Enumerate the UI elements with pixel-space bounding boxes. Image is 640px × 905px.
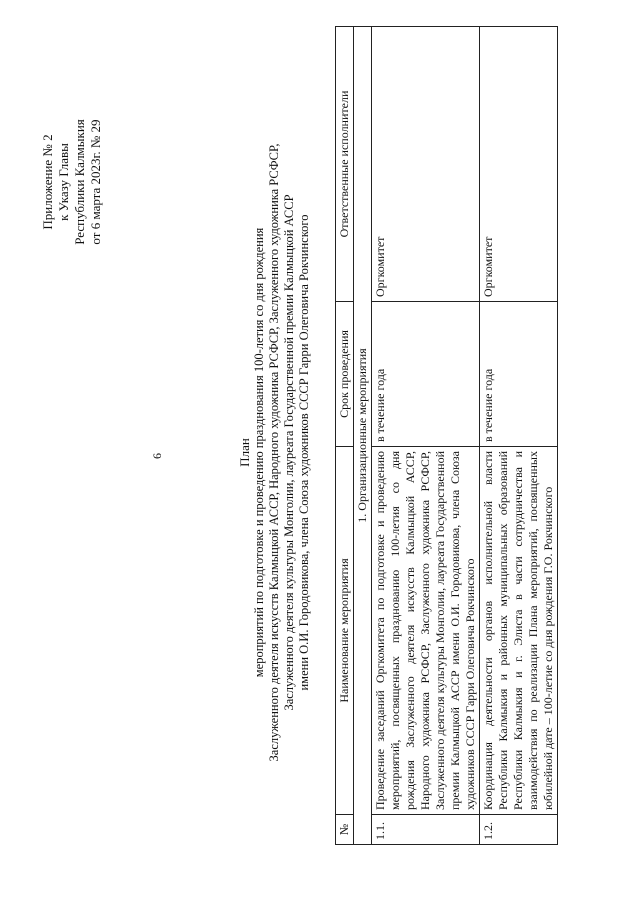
- plan-heading: [237, 80, 312, 825]
- row-term: в течение года: [372, 302, 480, 447]
- column-header-num: №: [336, 815, 354, 845]
- plan-title: План: [237, 438, 252, 467]
- row-event-name: Проведение заседаний Оргкомитета по подготовке и проведению мероприятий, посвященных празднованию 100-летия со дня рождения Заслуженного деятеля искусств Калмыцкой АССР, Народного художника РСФСР, Заслуженного художника РСФСР, Заслуженного деятеля культуры Монголии, лауреата Государственной премии Калмыцкой АССР имени О.И. Городовикова, члена Союза художников СССР Гарри Олеговича Рокчинского: [372, 447, 480, 815]
- table-row: [480, 27, 558, 845]
- appendix-decree-ref: к Указу Главы: [56, 143, 71, 221]
- column-header-responsible: Ответственные исполнители: [336, 27, 354, 302]
- plan-subtitle-line: Заслуженного деятеля искусств Калмыцкой АССР, Народного художника РСФСР, Заслуженного художника РСФСР,: [267, 143, 281, 762]
- column-header-name: Наименование мероприятия: [336, 447, 354, 815]
- plan-subtitle-line: Заслуженного деятеля культуры Монголии, лауреата Государственной премии Калмыцкой АССР: [282, 194, 296, 711]
- section-row: [354, 27, 372, 845]
- plan-subtitle-line: мероприятий по подготовке и проведению празднования 100-летия со дня рождения: [252, 227, 266, 678]
- column-header-term: Срок проведения: [336, 302, 354, 447]
- appendix-republic: Республики Калмыкия: [72, 119, 87, 245]
- appendix-header: [40, 67, 104, 297]
- row-responsible: Оргкомитет: [372, 27, 480, 302]
- plan-table: [335, 26, 558, 845]
- appendix-date-number: от 6 марта 2023г. № 29: [88, 119, 103, 245]
- page-number: 6: [150, 453, 164, 459]
- plan-subtitle-line: имени О.И. Городовикова, члена Союза художников СССР Гарри Олеговича Рокчинского: [297, 214, 311, 691]
- row-responsible: Оргкомитет: [480, 27, 558, 302]
- row-number: 1.2.: [480, 815, 558, 845]
- row-event-name: Координация деятельности органов исполнительной власти Республики Калмыкия и районных муниципальных образований Республики Калмыкия и г. Элиста в части сотрудничества и взаимодействия по реализации Плана мероприятий, посвященных юбилейной дате – 100-летие со дня рождения Г.О. Рокчинского: [480, 447, 558, 815]
- table-row: [372, 27, 480, 845]
- section-title: 1. Организационные мероприятия: [354, 27, 372, 845]
- table-header-row: [336, 27, 354, 845]
- appendix-title: Приложение № 2: [40, 134, 55, 230]
- row-number: 1.1.: [372, 815, 480, 845]
- row-term: в течение года: [480, 302, 558, 447]
